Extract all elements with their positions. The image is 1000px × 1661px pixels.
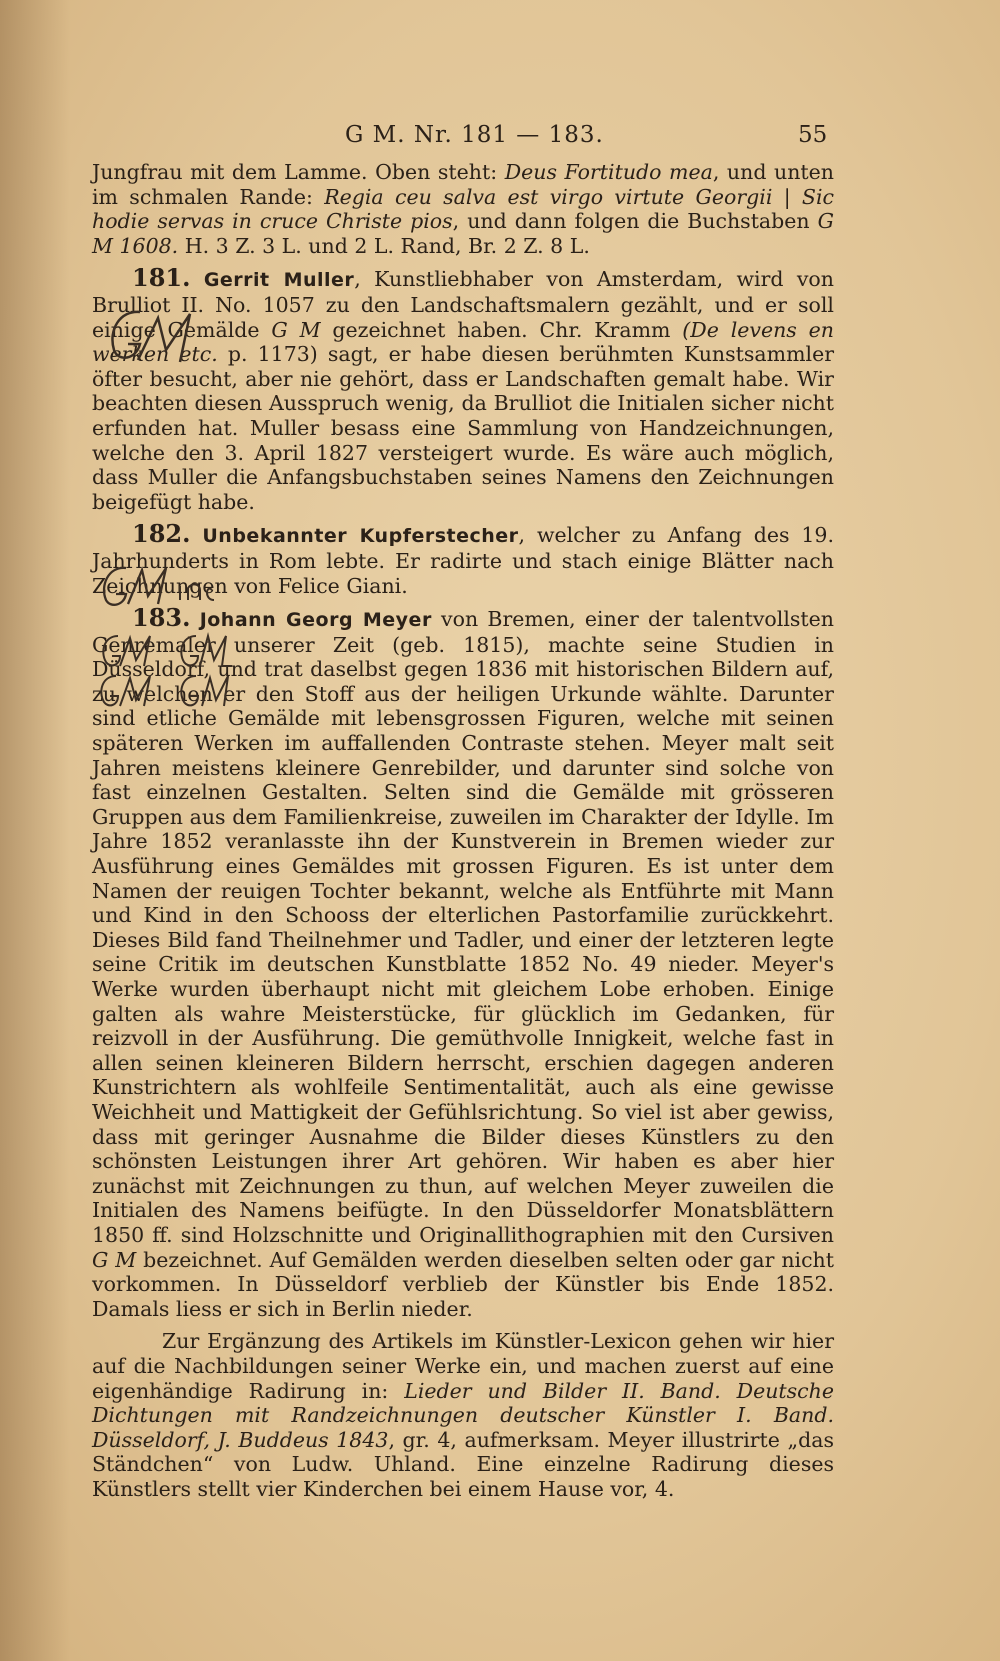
entry-183 [92, 603, 834, 1321]
text-run: , Kunstliebhaber von Amsterdam, wird von Brulliot II. No. 1057 zu den Landschaftsmalern gezählt, und er soll einige Gemälde [92, 267, 834, 342]
text-run: Zur Ergänzung des Artikels im Künstler-Lexicon gehen wir hier auf die Nachbildungen seiner Werke ein, und machen zuerst auf eine eigenhändige Radirung in: [92, 1329, 834, 1403]
page-header [0, 122, 1000, 152]
monogram-183-image [96, 630, 266, 710]
text-run: bezeichnet. Auf Gemälden werden dieselben selten oder gar nicht vorkommen. In Düsseldorf verblieb der Künstler bis Ende 1852. Damals liess er sich in Berlin nieder. [92, 1247, 834, 1321]
page-gutter-shadow [0, 0, 70, 1661]
text-run: H. 3 Z. 3 L. und 2 L. Rand, Br. 2 Z. 8 L. [178, 233, 590, 258]
italic-run: Deus Fortitudo mea [504, 160, 713, 184]
entry-number: 183. [132, 603, 191, 633]
italic-run: G M 1608. [92, 209, 834, 258]
text-run: , gr. 4, aufmerksam. Meyer illustrirte „das Ständchen“ von Ludw. Uhland. Eine einzelne Radirung dieses Künstlers stellt vier Kinderchen bei einem Hause vor, 4. [92, 1427, 834, 1501]
monogram-182-image [96, 560, 246, 610]
italic-run: Lieder und Bilder II. Band. Deutsche Dichtungen mit Randzeichnungen deutscher Künstler I. Band. Düsseldorf, J. Buddeus 1843 [92, 1378, 834, 1452]
artist-name: Johann Georg Meyer [199, 609, 432, 632]
monogram-181-image [100, 300, 220, 370]
text-run: von Bremen, einer der talentvollsten Genremaler unserer Zeit (geb. 1815), machte seine Studien in Düsseldorf, und trat daselbst gegen 1836 mit historischen Bildern auf, zu welchen er den Stoff aus der heiligen Urkunde wählte. Darunter sind etliche Gemälde mit lebensgrossen Figuren, welche mit seinen späteren Werken im auffallenden Contraste stehen. Meyer malt seit Jahren meistens kleinere Genrebilder, und darunter sind solche von fast einzelnen Gestalten. Selten sind die Gemälde mit grösseren Gruppen aus dem Familienkreise, zuweilen im Charakter der Idylle. Im Jahre 1852 veranlasste ihn der Kunstverein in Bremen wieder zur Ausführung eines Gemäldes mit grossen Figuren. Es ist unter dem Namen der reuigen Tochter bekannt, welche als Entführte mit Mann und Kind in den Schooss der elterlichen Pastorfamilie zurückkehrt. Dieses Bild fand Theilnehmer und Tadler, und einer der letzteren legte seine Critik im deutschen Kunstblatte 1852 No. 49 nieder. Meyer's Werke wurden überhaupt nicht mit gleichem Lobe erhoben. Einige galten als wahre Meisterstücke, für glücklich im Gedanken, für reizvoll in der Ausführung. Die gemüthvolle Innigkeit, welche fast in allen seinen kleineren Bildern herrscht, erschien dagegen anderen Kunstrichtern als wohlfeile Sentimentalität, auch als eine gewisse Weichheit und Mattigkeit der Gefühlsrichtung. So viel ist aber gewiss, dass mit geringer Ausnahme die Bilder dieses Künstlers zu den schönsten Leistungen ihrer Art gehören. Wir haben es aber hier zunächst mit Zeichnungen zu thun, auf welchen Meyer zuweilen die Initialen des Namens beifügte. In den Düsseldorfer Monatsblättern 1850 ff. sind Holzschnitte und Originallithographien mit den Cursiven [92, 607, 834, 1247]
monogram-183-svg [96, 630, 266, 710]
artist-name: Unbekannter Kupferstecher [202, 525, 519, 548]
monogram-181-svg [100, 300, 220, 370]
italic-run: G M [271, 317, 321, 342]
entry-paragraph [92, 603, 834, 1321]
text-run: gezeichnet haben. Chr. Kramm [320, 317, 683, 342]
italic-run: (De levens en werken etc. [92, 317, 834, 367]
italic-run: G M [92, 1247, 137, 1272]
text-run: Jungfrau mit dem Lamme. Oben steht: [92, 160, 505, 184]
running-title: G M. Nr. 181 — 183. [345, 122, 604, 148]
italic-run: Regia ceu salva est virgo virtute Georgii | Sic hodie servas in cruce Christe pios [92, 184, 834, 234]
text-run: , welcher zu Anfang des 19. Jahrhunderts in Rom lebte. Er radirte und stach einige Blätter nach Zeichnungen von Felice Giani. [92, 523, 834, 598]
monogram-182-svg [96, 560, 246, 610]
page-number: 55 [798, 122, 828, 148]
intro-paragraph [92, 160, 834, 258]
entry-number: 181. [132, 263, 191, 293]
text-run: p. 1173) sagt, er habe diesen berühmten Kunstsammler öfter besucht, aber nie gehört, dass er Landschaften gemalt habe. Wir beachten diesen Ausspruch wenig, da Brulliot die Initialen sicher nicht erfunden hat. Muller besass eine Sammlung von Handzeichnungen, welche den 3. April 1827 versteigert wurde. Es wäre auch möglich, dass Muller die Anfangsbuchstaben seines Namens den Zeichnungen beigefügt habe. [92, 342, 834, 514]
entry-number: 182. [132, 519, 191, 549]
text-run: , und unten im schmalen Rande: [92, 160, 834, 209]
closing-paragraph [92, 1329, 834, 1501]
artist-name: Gerrit Muller [203, 269, 355, 292]
text-run: , und dann folgen die Buchstaben [452, 209, 818, 234]
